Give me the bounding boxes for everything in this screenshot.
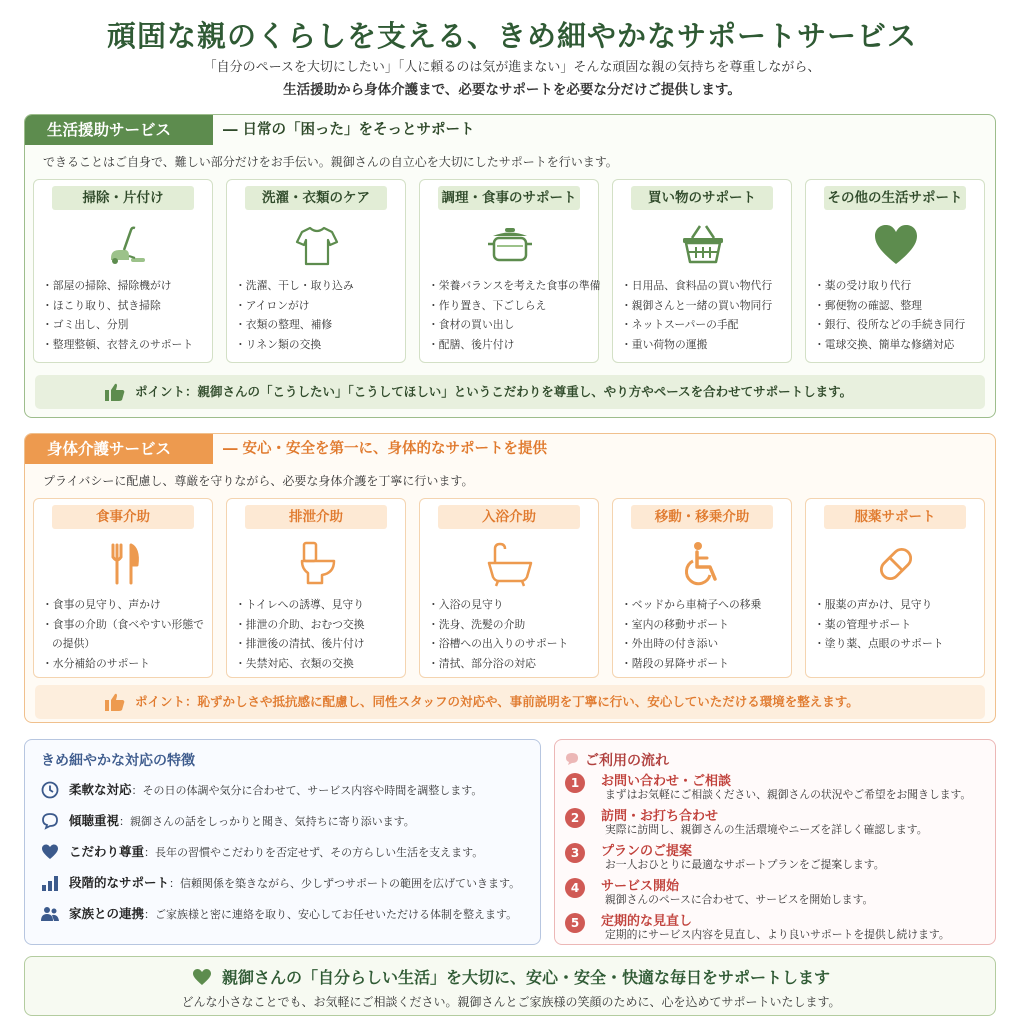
shirt-icon: [292, 220, 342, 270]
feature-label: 傾聴重視: [69, 813, 120, 828]
card-list: [235, 276, 405, 354]
step-title: プランのご提案: [601, 844, 693, 859]
features-title: きめ細やかな対応の特徴: [41, 753, 195, 769]
point-text: ポイント：親御さんの「こうしたい」「こうしてほしい」というこだわりを尊重し、やり方やペースを合わせてサポートします。: [135, 384, 853, 399]
step-title: お問い合わせ・ご相談: [601, 774, 732, 789]
list-item: ・トイレへの誘導、見守り: [235, 598, 365, 611]
feature-label: 家族との連携: [69, 906, 145, 921]
thumbs-up-icon: [105, 383, 125, 401]
flow-step: [565, 875, 985, 909]
list-item: ・銀行、役所などの手続き同行: [814, 318, 966, 331]
card-cleaning: [33, 179, 213, 363]
card-list: [235, 595, 405, 673]
feature-text: ：その日の体調や気分に合わせて、サービス内容や時間を調整します。: [131, 784, 483, 797]
list-item: ・薬の受け取り代行: [814, 279, 912, 292]
card-title: 食事介助: [52, 505, 194, 529]
heart-icon: [41, 843, 59, 861]
list-item: ・外出時の付き添い: [621, 637, 719, 650]
card-list: [428, 276, 601, 354]
point-text: ポイント：恥ずかしさや抵抗感に配慮し、同性スタッフの対応や、事前説明を丁寧に行い、安心していただける環境を整えます。: [135, 694, 859, 709]
list-item: ・ネットスーパーの手配: [621, 318, 739, 331]
list-item: ・親御さんと一緒の買い物同行: [621, 298, 773, 312]
family-icon: [41, 905, 59, 923]
list-item: ・排泄後の清拭、後片付け: [235, 637, 365, 650]
card-shopping: [612, 179, 792, 363]
feature-item: [41, 904, 536, 924]
clock-icon: [41, 781, 59, 799]
list-item: ・日用品、食料品の買い物代行: [621, 279, 773, 292]
usage-flow-title: ご利用の流れ: [585, 753, 669, 769]
card-title: 掃除・片付け: [52, 186, 194, 210]
speech-bubble-icon: [41, 812, 59, 830]
life-support-desc: できることはご自身で、難しい部分だけをお手伝い。親御さんの自立心を大切にしたサポートを行います。: [43, 155, 618, 169]
list-item: ・洗身、洗髪の介助: [428, 617, 526, 631]
life-support-point: [35, 375, 985, 409]
flow-step: [565, 770, 985, 804]
list-item: ・作り置き、下ごしらえ: [428, 298, 547, 312]
card-list: [42, 276, 212, 354]
feature-text: ：信頼関係を築きながら、少しずつサポートの範囲を広げていきます。: [169, 877, 521, 890]
step-number: 5: [565, 913, 585, 933]
card-list: [428, 595, 598, 673]
step-number: 3: [565, 843, 585, 863]
flow-step: [565, 840, 985, 874]
chat-icon: [565, 752, 579, 766]
list-item: ・浴槽への出入りのサポート: [428, 637, 569, 650]
list-item: ・整理整頓、衣替えのサポート: [42, 337, 194, 351]
thumbs-up-icon: [105, 693, 125, 711]
list-item: ・服薬の声かけ、見守り: [814, 598, 933, 611]
life-support-cards: [33, 179, 989, 363]
card-title: 入浴介助: [438, 505, 580, 529]
pill-icon: [871, 539, 921, 589]
card-laundry: [226, 179, 406, 363]
list-item: ・食事の見守り、声かけ: [42, 598, 161, 611]
step-desc: 親御さんのペースに合わせて、サービスを開始します。: [605, 893, 874, 906]
heart-icon: [871, 220, 921, 270]
card-title: 服薬サポート: [824, 505, 966, 529]
card-title: 買い物のサポート: [631, 186, 773, 210]
physical-care-lead: ― 安心・安全を第一に、身体的なサポートを提供: [223, 441, 548, 457]
intro-text: 「自分のペースを大切にしたい」「人に頼るのは気が進まない」そんな頑固な親の気持ちを尊重しながら、: [203, 60, 821, 75]
list-item: ・重い荷物の運搬: [621, 337, 708, 351]
step-number: 1: [565, 773, 585, 793]
list-item: ・配膳、後片付け: [428, 337, 515, 351]
list-item: ・ほこり取り、拭き掃除: [42, 298, 161, 312]
step-desc: お一人おひとりに最適なサポートプランをご提案します。: [605, 858, 885, 871]
bar-chart-icon: [41, 874, 59, 892]
heart-icon: [192, 968, 212, 986]
page-title: 頑固な親のくらしを支える、きめ細やかなサポートサービス: [106, 19, 917, 53]
bathtub-icon: [485, 539, 535, 589]
card-bath-assist: [419, 498, 599, 678]
card-medication-support: [805, 498, 985, 678]
vacuum-icon: [99, 220, 149, 270]
step-number: 2: [565, 808, 585, 828]
card-list: [814, 276, 984, 354]
list-item: ・階段の昇降サポート: [621, 656, 729, 670]
list-item: ・ゴミ出し、分別: [42, 318, 129, 331]
step-desc: 実際に訪問し、親御さんの生活環境やニーズを詳しく確認します。: [605, 823, 928, 836]
list-item: ・郵便物の確認、整理: [814, 298, 922, 312]
feature-text: ：親御さんの話をしっかりと聞き、気持ちに寄り添います。: [119, 815, 415, 828]
feature-item: [41, 873, 536, 893]
card-list: [814, 595, 984, 654]
card-list: [42, 595, 212, 673]
list-item: ・洗濯、干し・取り込み: [235, 279, 354, 292]
list-item: ・電球交換、簡単な修繕対応: [814, 337, 955, 351]
physical-care-tab: 身体介護サービス: [25, 434, 213, 464]
wheelchair-icon: [678, 539, 728, 589]
card-title: 移動・移乗介助: [631, 505, 773, 529]
life-support-lead: ― 日常の「困った」をそっとサポート: [223, 122, 475, 138]
list-item: ・清拭、部分浴の対応: [428, 656, 536, 670]
card-cooking: [419, 179, 599, 363]
step-title: 訪問・お打ち合わせ: [601, 809, 719, 824]
feature-text: ：長年の習慣やこだわりを否定せず、その方らしい生活を支えます。: [144, 846, 484, 859]
usage-flow-box: [554, 739, 996, 945]
list-item: ・衣類の整理、補修: [235, 318, 333, 331]
flow-step: [565, 910, 985, 944]
step-title: 定期的な見直し: [601, 914, 693, 929]
feature-label: こだわり尊重: [69, 844, 145, 859]
feature-item: [41, 811, 536, 831]
features-box: [24, 739, 541, 945]
feature-item: [41, 842, 536, 862]
card-toilet-assist: [226, 498, 406, 678]
card-other-support: [805, 179, 985, 363]
list-item: ・栄養バランスを考えた食事の準備: [428, 279, 601, 292]
card-list: [621, 276, 791, 354]
list-item: ・部屋の掃除、掃除機がけ: [42, 279, 172, 292]
step-desc: 定期的にサービス内容を見直し、より良いサポートを提供し続けます。: [605, 928, 950, 941]
feature-item: [41, 780, 536, 800]
list-item: ・ベッドから車椅子への移乗: [621, 598, 762, 611]
feature-label: 柔軟な対応: [69, 782, 132, 797]
fork-knife-icon: [99, 539, 149, 589]
card-title: 調理・食事のサポート: [438, 186, 580, 210]
card-title: その他の生活サポート: [824, 186, 966, 210]
list-item: ・室内の移動サポート: [621, 617, 729, 631]
basket-icon: [678, 220, 728, 270]
list-item: ・排泄の介助、おむつ交換: [235, 617, 365, 631]
list-item: ・薬の管理サポート: [814, 617, 912, 631]
intro-summary: 生活援助から身体介護まで、必要なサポートを必要な分だけご提供します。: [283, 82, 741, 98]
list-item: ・失禁対応、衣類の交換: [235, 656, 354, 670]
physical-care-cards: [33, 498, 989, 682]
card-mobility-assist: [612, 498, 792, 678]
step-number: 4: [565, 878, 585, 898]
physical-care-point: [35, 685, 985, 719]
flow-step: [565, 805, 985, 839]
life-support-tab: 生活援助サービス: [25, 115, 213, 145]
list-item: ・食材の買い出し: [428, 318, 515, 331]
card-list: [621, 595, 791, 673]
card-meal-assist: [33, 498, 213, 678]
card-title: 洗濯・衣類のケア: [245, 186, 387, 210]
footer-sub-text: どんな小さなことでも、お気軽にご相談ください。親御さんとご家族様の笑顔のために、心を込めてサポートいたします。: [181, 995, 841, 1009]
footer-main-text: 親御さんの「自分らしい生活」を大切に、安心・安全・快適な毎日をサポートします: [221, 968, 830, 987]
physical-care-desc: プライバシーに配慮し、尊厳を守りながら、必要な身体介護を丁寧に行います。: [43, 474, 474, 488]
physical-care-section: [24, 433, 996, 723]
list-item: ・入浴の見守り: [428, 598, 504, 611]
card-title: 排泄介助: [245, 505, 387, 529]
list-item: ・食事の介助（食べやすい形態での提供）: [42, 617, 204, 650]
step-desc: まずはお気軽にご相談ください、親御さんの状況やご希望をお聞きします。: [605, 788, 972, 801]
step-title: サービス開始: [601, 879, 680, 894]
list-item: ・水分補給のサポート: [42, 656, 150, 670]
life-support-section: [24, 114, 996, 418]
feature-label: 段階的なサポート: [69, 875, 170, 890]
pot-icon: [485, 220, 535, 270]
feature-text: ：ご家族様と密に連絡を取り、安心してお任せいただける体制を整えます。: [144, 908, 518, 921]
list-item: ・リネン類の交換: [235, 337, 322, 351]
toilet-icon: [292, 539, 342, 589]
list-item: ・アイロンがけ: [235, 298, 310, 312]
footer-banner: [24, 956, 996, 1016]
list-item: ・塗り薬、点眼のサポート: [814, 637, 944, 650]
